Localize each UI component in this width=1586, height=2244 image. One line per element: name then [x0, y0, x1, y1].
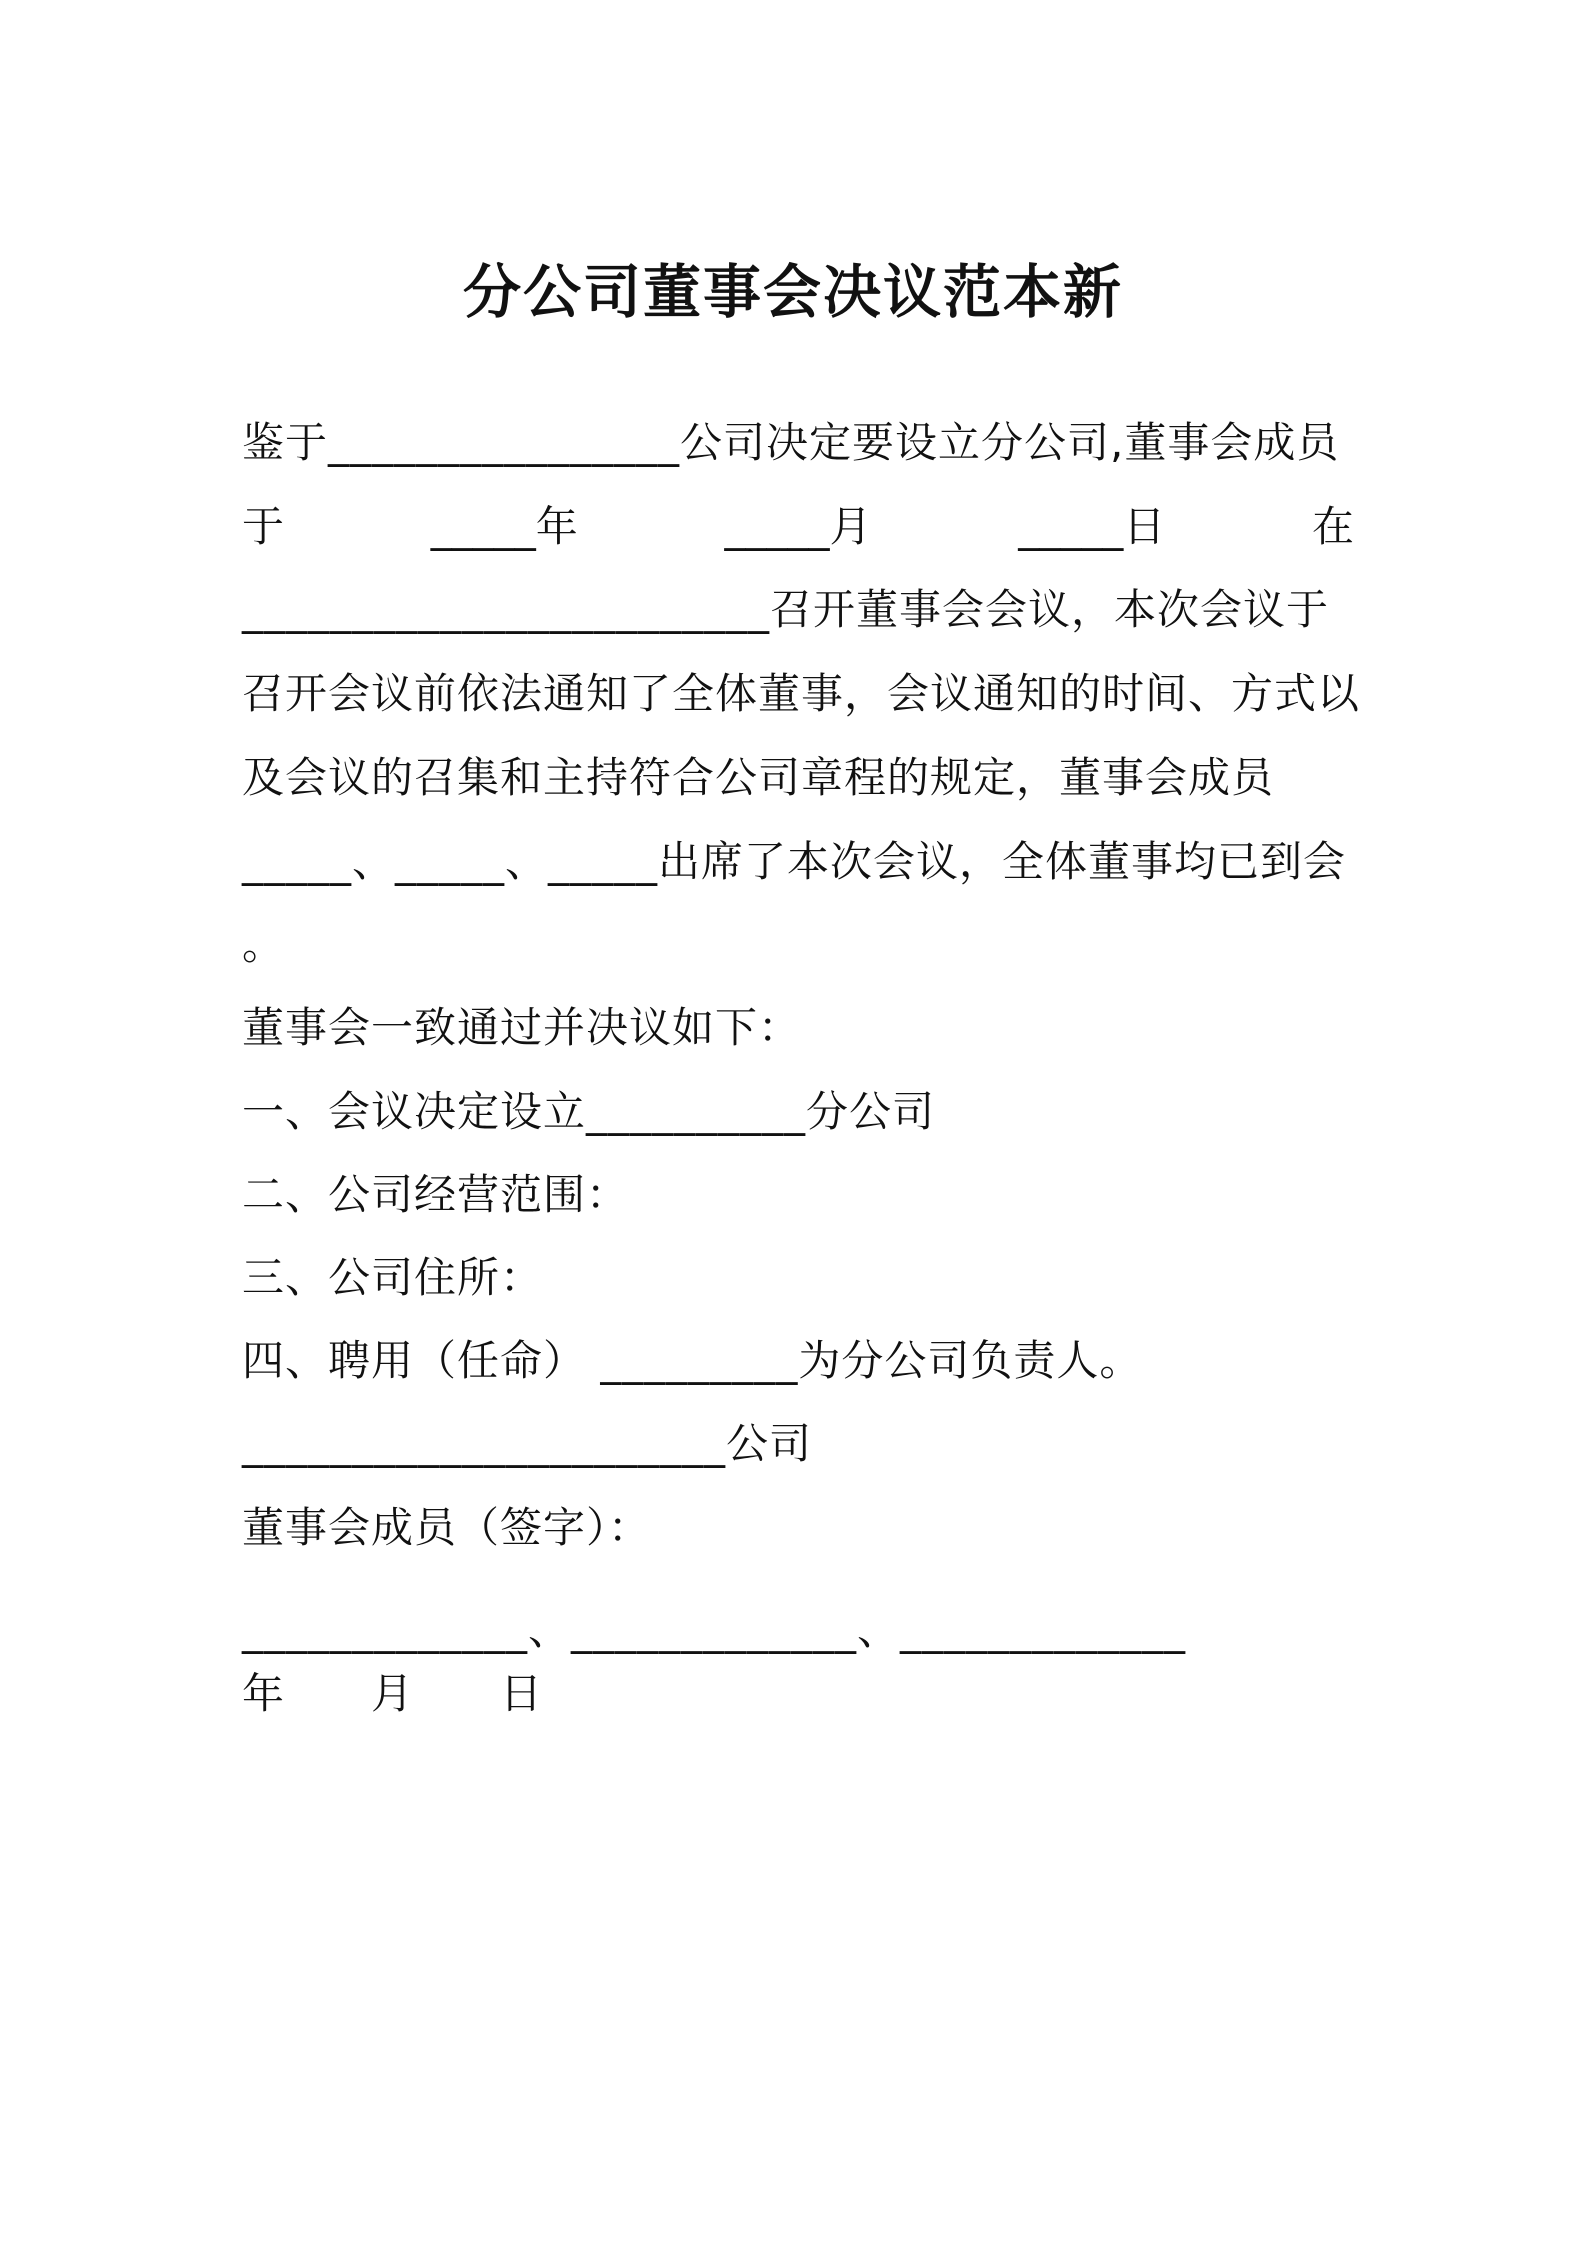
- paragraph-line-2-part: 于: [242, 502, 285, 551]
- resolution-intro: 董事会一致通过并决议如下：: [242, 1003, 802, 1052]
- resolution-item: 一、会议决定设立__________分公司: [242, 1087, 936, 1136]
- paragraph-line-5: 及会议的召集和主持符合公司章程的规定，董事会成员: [242, 753, 1275, 802]
- paragraph-line-2: [242, 497, 1354, 557]
- signature-lines: _____________、_____________、_____________: [242, 1605, 1187, 1654]
- company-name-line: ______________________公司: [242, 1419, 813, 1468]
- resolution-item: 三、公司住所：: [242, 1253, 544, 1302]
- paragraph-line-3: ________________________召开董事会会议，本次会议于: [242, 585, 1330, 634]
- paragraph-line-2-part: 在: [1311, 502, 1354, 551]
- paragraph-line-7: 。: [242, 920, 286, 969]
- signature-label: 董事会成员（签字）：: [242, 1503, 652, 1552]
- paragraph-line-4: 召开会议前依法通知了全体董事，会议通知的时间、方式以: [242, 669, 1361, 718]
- paragraph-line-6: _____、_____、_____出席了本次会议，全体董事均已到会: [242, 837, 1347, 886]
- resolution-item: 二、公司经营范围：: [242, 1170, 630, 1219]
- month-blank: _____月: [724, 502, 872, 551]
- year-blank: _____年: [430, 502, 578, 551]
- document-title: 分公司董事会决议范本新: [462, 258, 1123, 326]
- date-line: 年 月 日: [242, 1669, 544, 1718]
- paragraph-line-1: 鉴于________________公司决定要设立分公司,董事会成员: [242, 418, 1340, 467]
- day-blank: _____日: [1018, 502, 1166, 551]
- resolution-item: 四、聘用（任命） _________为分公司负责人。: [242, 1336, 1143, 1385]
